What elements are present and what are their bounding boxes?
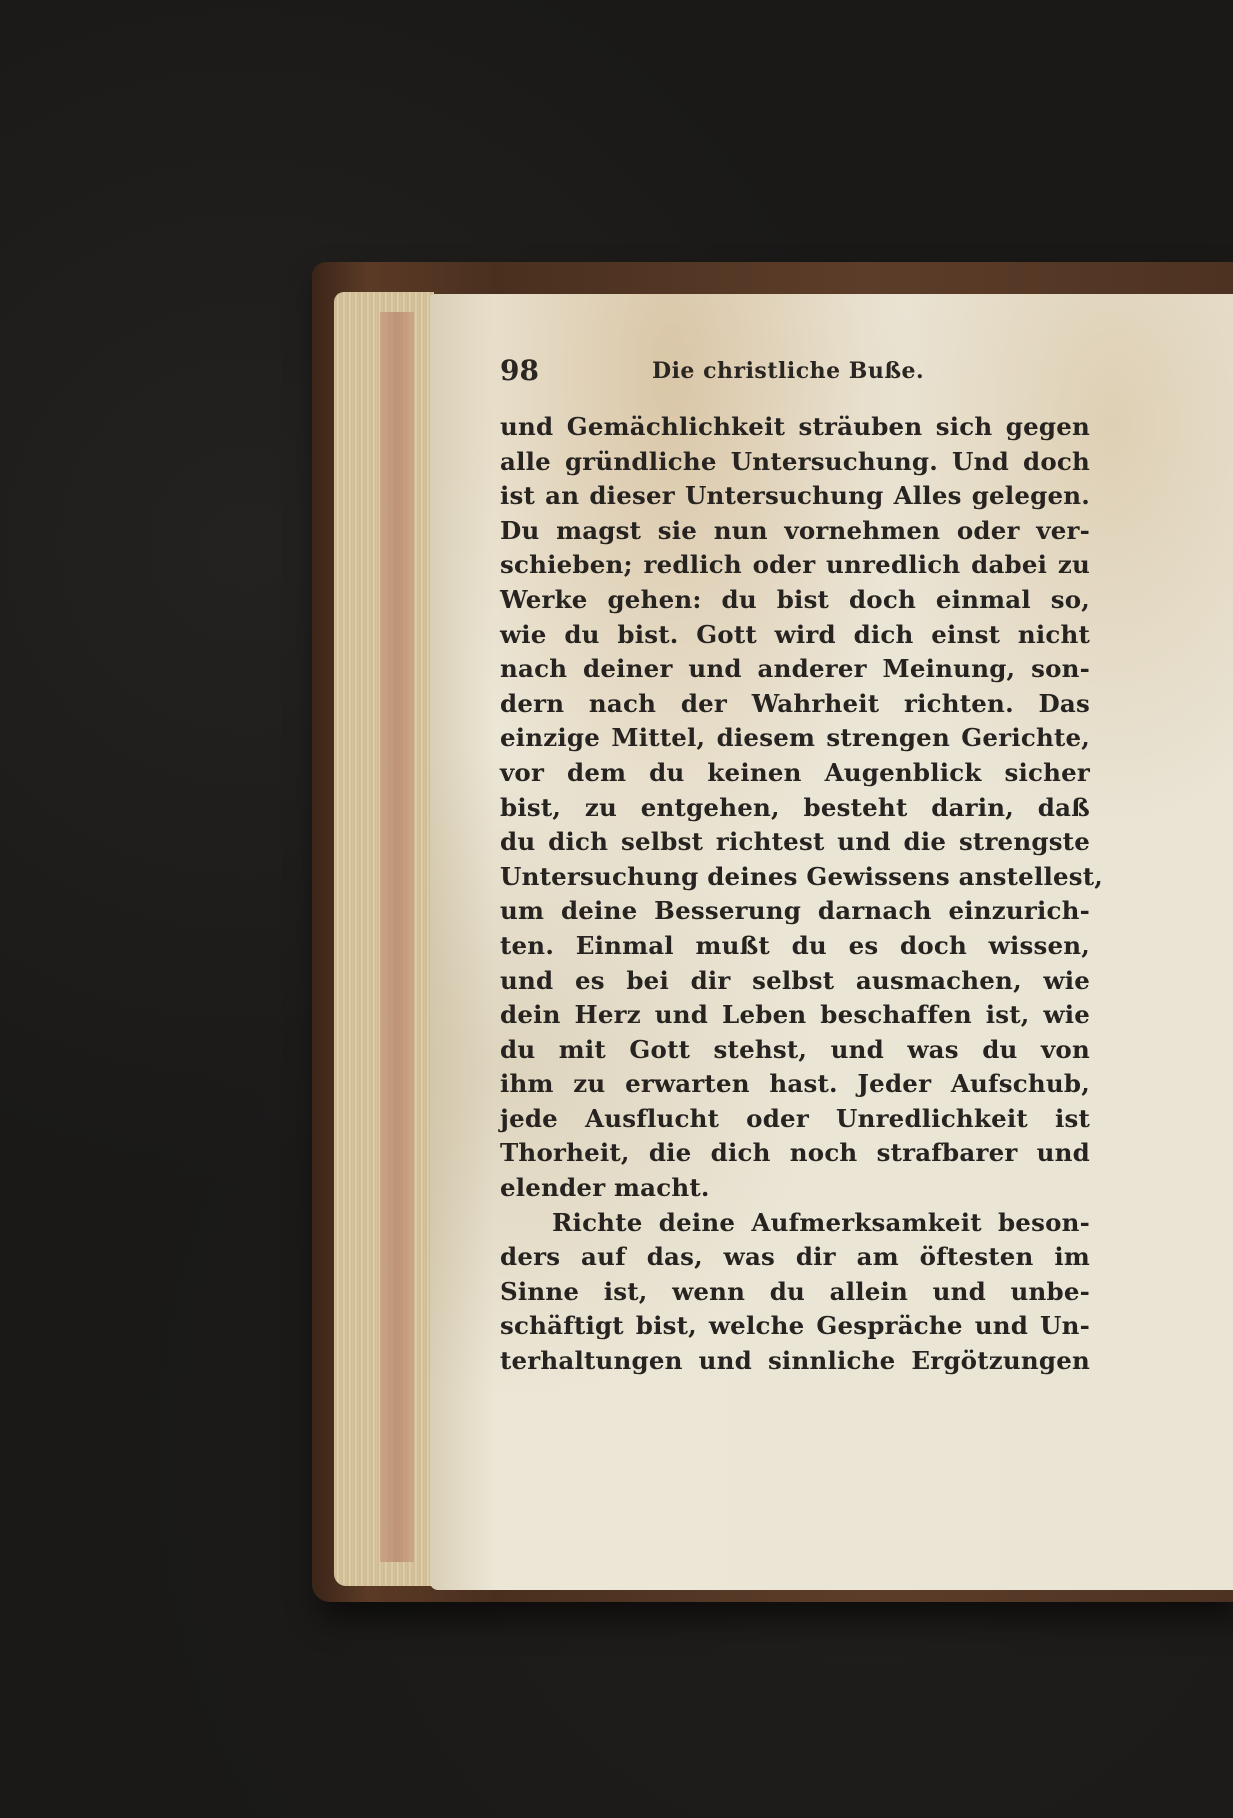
text-line: Sinne ist, wenn du allein und unbe- [500, 1276, 1090, 1306]
text-line: du dich selbst richtest und die strengste [500, 827, 1090, 857]
text-line: vor dem du keinen Augenblick sicher [500, 757, 1090, 787]
text-line: ders auf das, was dir am öftesten im [500, 1242, 1090, 1272]
text-line: Untersuchung deines Gewissens anstellest, [500, 861, 1104, 891]
running-head: Die christliche Buße. [652, 358, 925, 384]
text-line: ten. Einmal mußt du es doch wissen, [500, 930, 1090, 960]
text-line: Thorheit, die dich noch strafbarer und [500, 1138, 1090, 1168]
page-header [500, 354, 930, 388]
text-line: ist an dieser Untersuchung Alles gelegen. [500, 481, 1090, 511]
text-line: alle gründliche Untersuchung. Und doch [500, 446, 1090, 476]
text-line: du mit Gott stehst, und was du von [500, 1034, 1090, 1064]
text-line: und Gemächlichkeit sträuben sich gegen [500, 412, 1090, 441]
text-line: dern nach der Wahrheit richten. Das [500, 688, 1090, 718]
page-edges-red-tint [380, 312, 414, 1562]
text-line-paragraph-start: Richte deine Aufmerksamkeit beson- [552, 1207, 1090, 1237]
text-line: ihm zu erwarten hast. Jeder Aufschub, [500, 1069, 1090, 1099]
text-line: bist, zu entgehen, besteht darin, daß [500, 792, 1090, 822]
text-line: jede Ausflucht oder Unredlichkeit ist [500, 1103, 1090, 1133]
text-line: um deine Besserung darnach einzurich- [500, 896, 1090, 926]
text-line: nach deiner und anderer Meinung, son- [500, 654, 1090, 684]
book-page [430, 294, 1233, 1590]
text-line: wie du bist. Gott wird dich einst nicht [500, 619, 1090, 649]
text-line: einzige Mittel, diesem strengen Gerichte, [500, 723, 1090, 753]
text-line-paragraph-end: elender macht. [500, 1173, 710, 1203]
page-number: 98 [500, 354, 539, 387]
text-line: und es bei dir selbst ausmachen, wie [500, 965, 1090, 995]
book [312, 262, 1233, 1602]
text-line: schieben; redlich oder unredlich dabei zu [500, 550, 1090, 580]
text-line: Werke gehen: du bist doch einmal so, [500, 584, 1090, 614]
text-line: terhaltungen und sinnliche Ergötzungen [500, 1346, 1090, 1376]
text-line: schäftigt bist, welche Gespräche und Un- [500, 1311, 1090, 1341]
text-line: Du magst sie nun vornehmen oder ver- [500, 515, 1090, 545]
text-line: dein Herz und Leben beschaffen ist, wie [500, 1000, 1090, 1030]
body-text [500, 410, 1104, 1379]
